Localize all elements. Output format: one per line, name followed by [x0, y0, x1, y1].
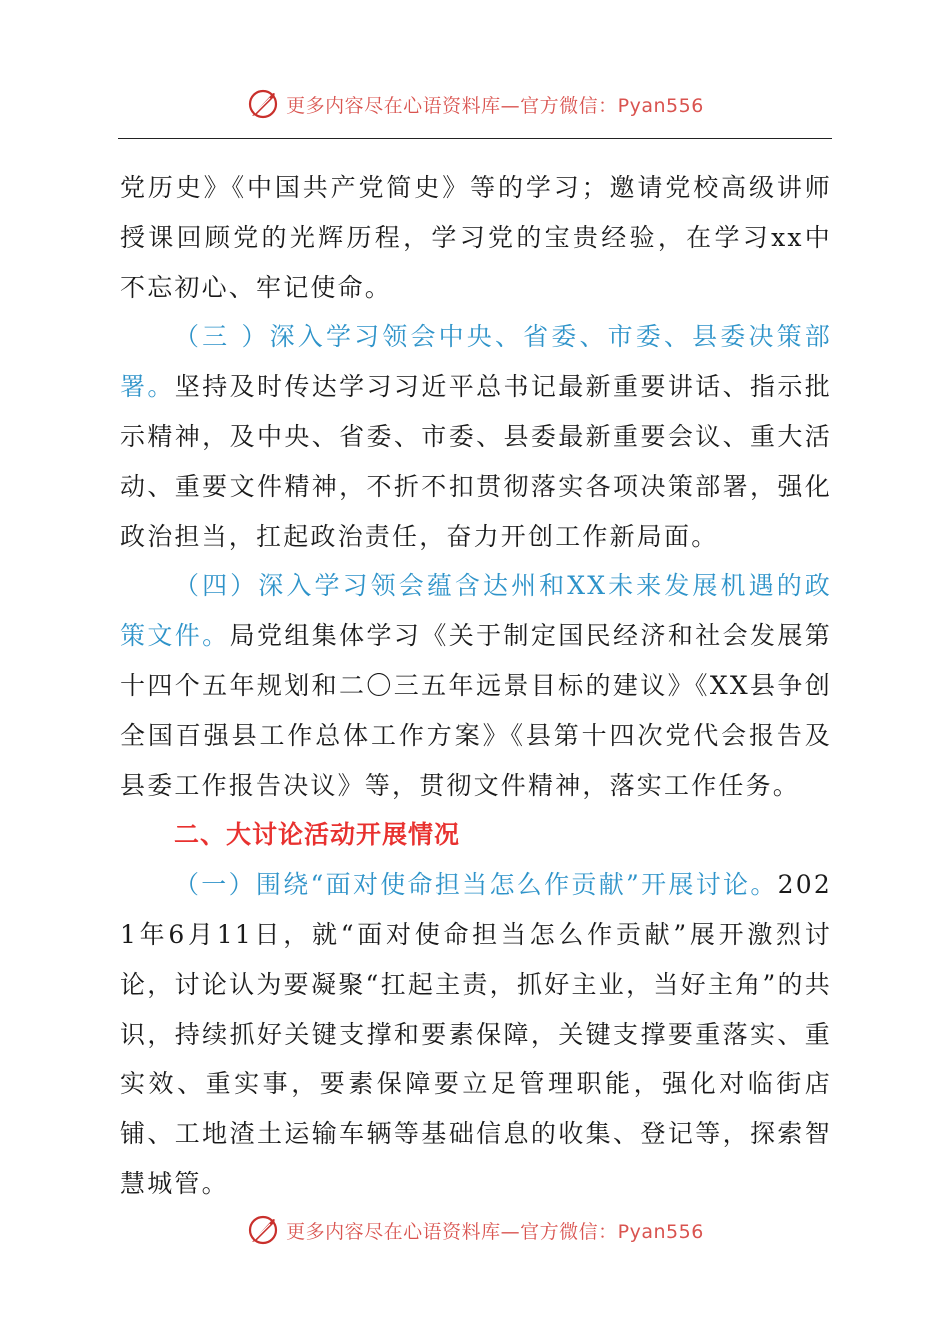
paragraph-2-heading: （三 ）深入学习领会中央、省委、市委、县委决策部署。	[120, 322, 832, 402]
paragraph-1-text: 党历史》《中国共产党简史》等的学习；邀请党校高级讲师授课回顾党的光辉历程，学习党的宝贵经验，在学习xx中不忘初心、牢记使命。	[120, 173, 832, 302]
page-header	[0, 84, 950, 124]
paragraph-2-text: 坚持及时传达学习习近平总书记最新重要讲话、指示批示精神，及中央、省委、市委、县委最新重要会议、重大活动、重要文件精神，不折不扣贯彻落实各项决策部署，强化政治担当，扛起政治责任，奋力开创工作新局面。	[120, 372, 832, 551]
paragraph-3	[120, 561, 832, 810]
paragraph-2	[120, 312, 832, 561]
paragraph-3-text: 局党组集体学习《关于制定国民经济和社会发展第十四个五年规划和二〇三五年远景目标的建议》《XX县争创全国百强县工作总体工作方案》《县第十四次党代会报告及县委工作报告决议》等，贯彻文件精神，落实工作任务。	[120, 621, 832, 800]
header-banner-text: 更多内容尽在心语资料库—官方微信：Pyan556	[286, 94, 704, 117]
quill-circle-icon	[246, 1213, 280, 1247]
quill-circle-icon	[246, 87, 280, 121]
section-2-title: 二、大讨论活动开展情况	[174, 820, 461, 850]
footer-banner	[246, 1213, 704, 1247]
paragraph-4-heading: （一）围绕“面对使命担当怎么作贡献”开展讨论。	[174, 870, 778, 900]
header-divider	[118, 138, 832, 139]
paragraph-4	[120, 860, 832, 1209]
document-body	[120, 163, 832, 1209]
page-footer	[0, 1210, 950, 1250]
paragraph-3-heading: （四）深入学习领会蕴含达州和XX未来发展机遇的政策文件。	[120, 571, 832, 651]
header-banner	[246, 87, 704, 121]
paragraph-1	[120, 163, 832, 312]
paragraph-4-text: 2021年6月11日，就“面对使命担当怎么作贡献”展开激烈讨论，讨论认为要凝聚“扛起主责，抓好主业，当好主角”的共识，持续抓好关键支撑和要素保障，关键支撑要重落实、重实效、重实事，要素保障要立足管理职能，强化对临街店铺、工地渣土运输车辆等基础信息的收集、登记等，探索智慧城管。	[120, 870, 832, 1198]
footer-banner-text: 更多内容尽在心语资料库—官方微信：Pyan556	[286, 1220, 704, 1243]
